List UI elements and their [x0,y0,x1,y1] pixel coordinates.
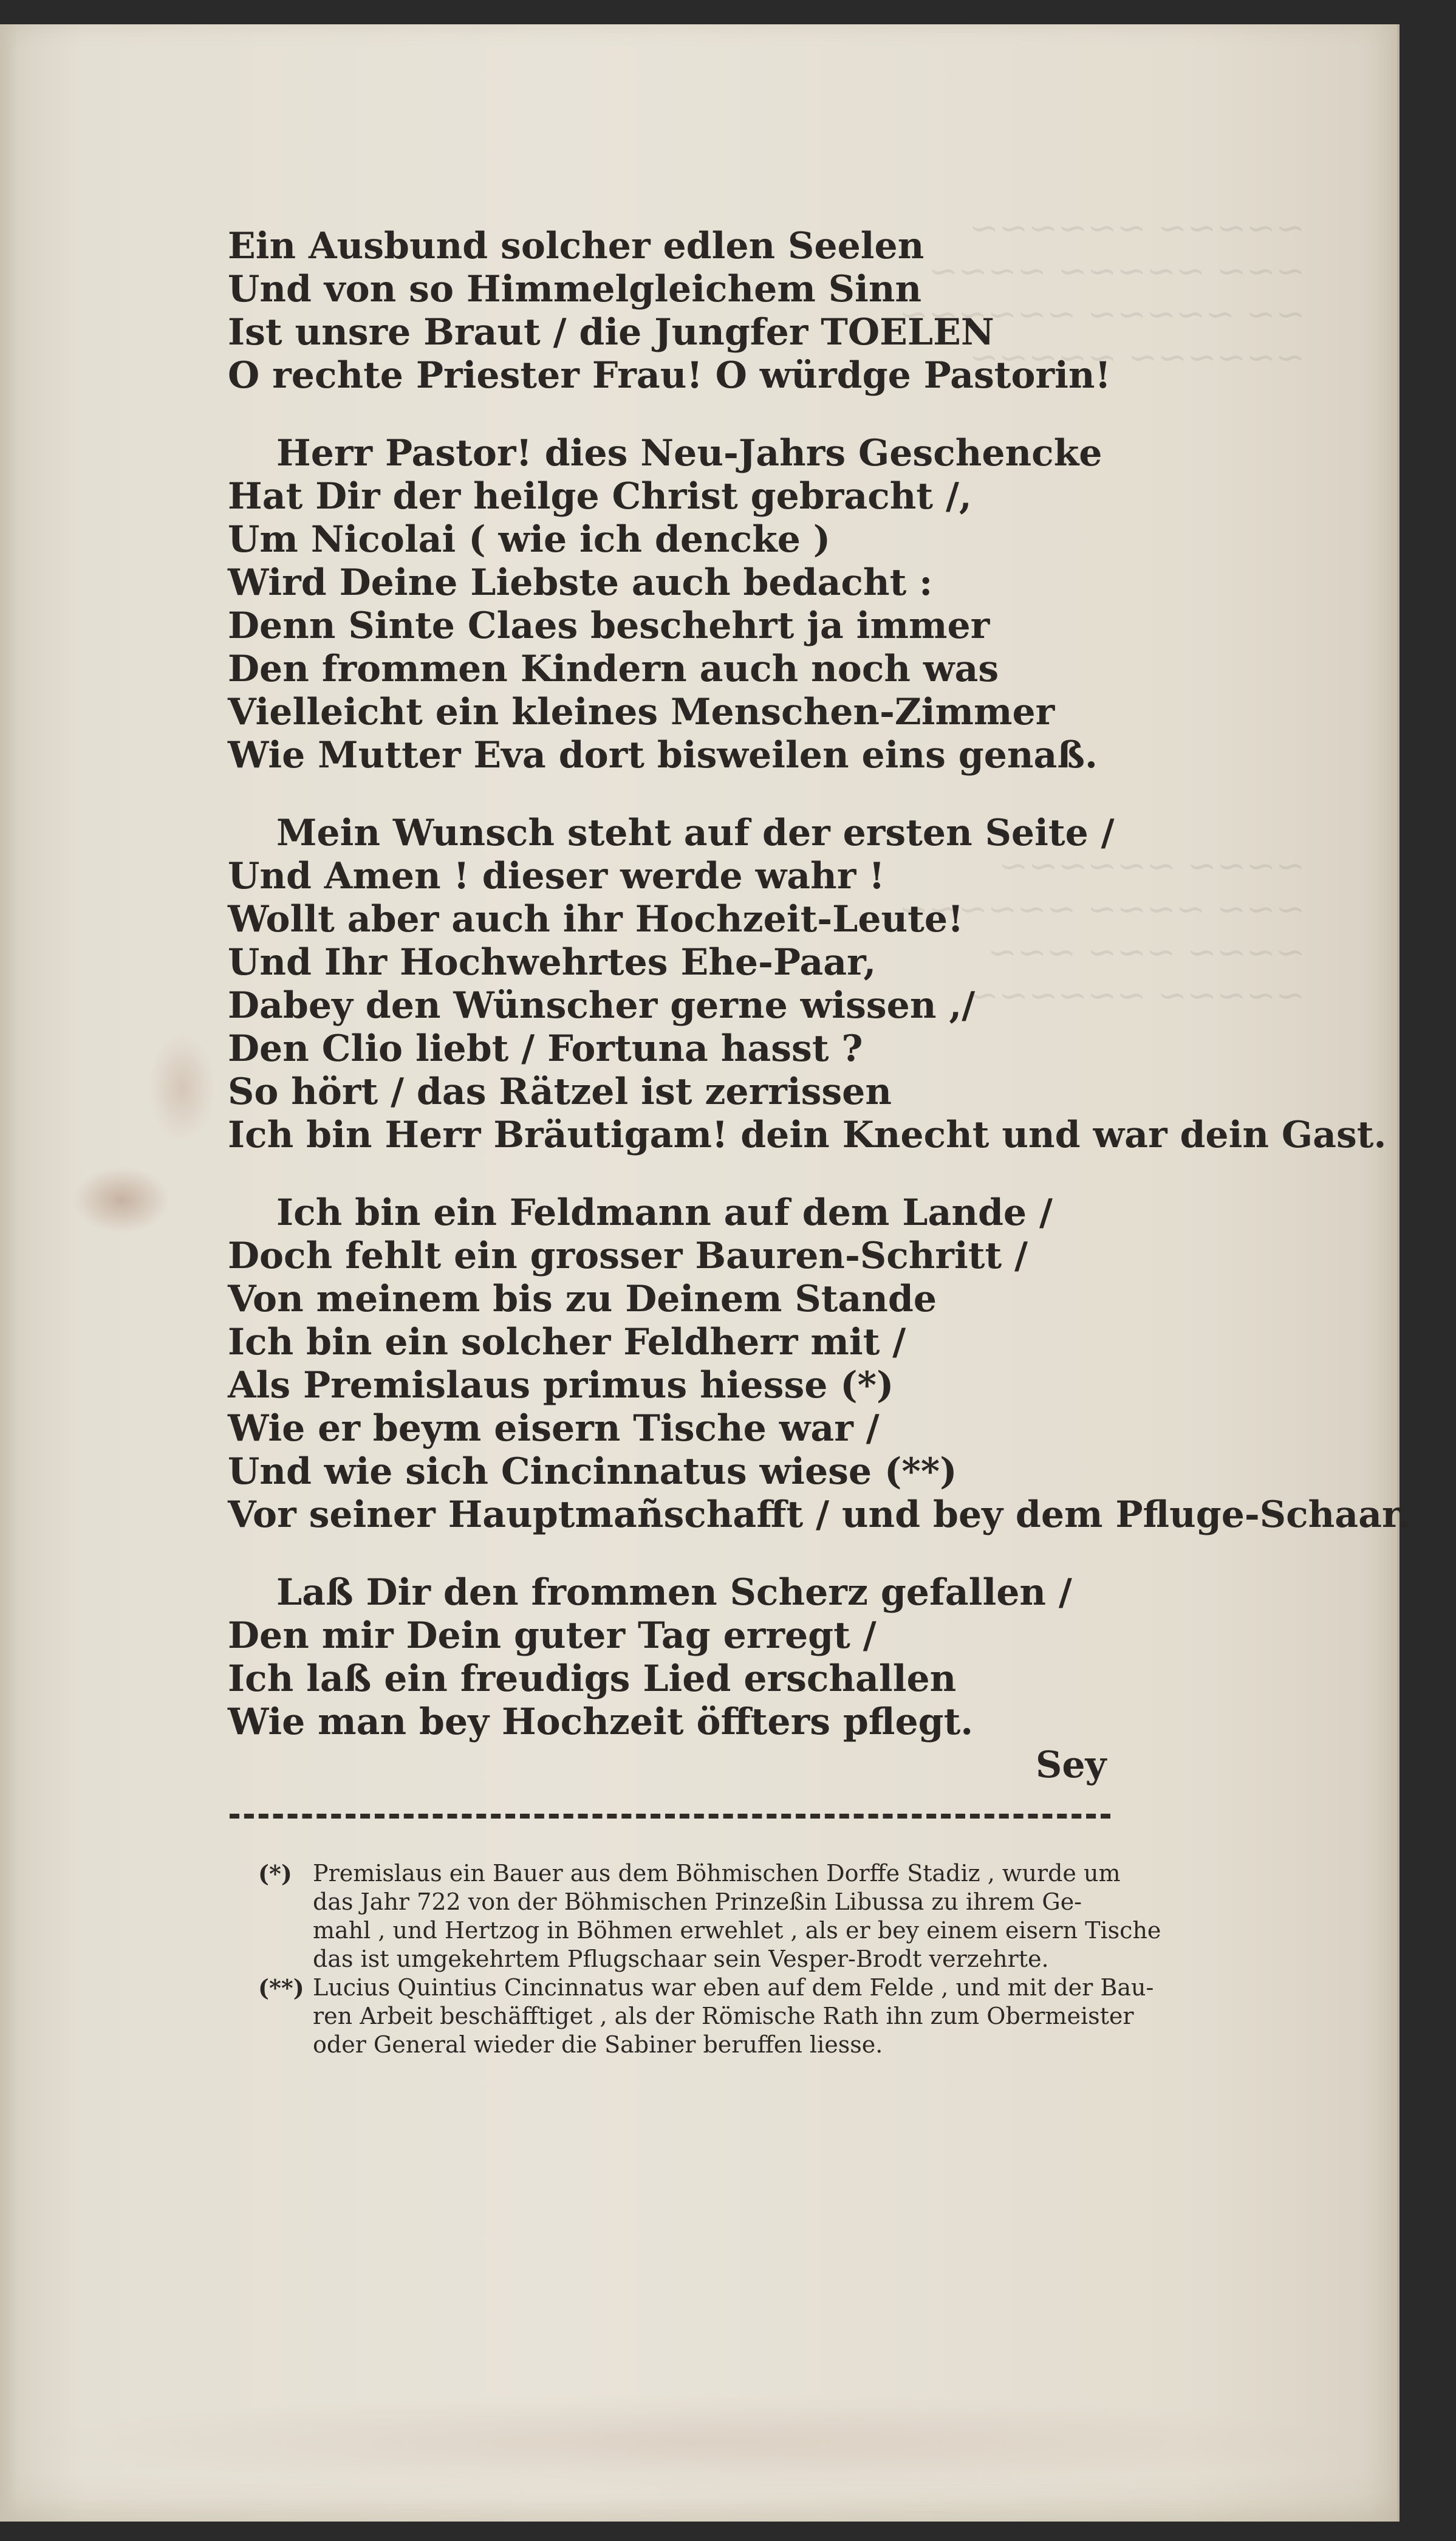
poem-line: Ein Ausbund solcher edlen Seelen [228,225,925,267]
footnote-line: Lucius Quintius Cincinnatus war eben auf dem Felde , und mit der Bau- [313,1974,1154,2001]
poem-line: Ist unsre Braut / die Jungfer TOELEN [228,311,994,354]
footnote-line: das Jahr 722 von der Böhmischen Prinzeßin Libussa zu ihrem Ge- [313,1888,1082,1915]
poem-line: Vor seiner Hauptmañschafft / und bey dem Pfluge-Schaar. [228,1493,1411,1536]
poem-line: Von meinem bis zu Deinem Stande [228,1278,937,1320]
footnote [258,1859,1161,1973]
poem-line: Wie Mutter Eva dort bisweilen eins genaß. [228,734,1098,777]
footnote-line: mahl , und Hertzog in Böhmen erwehlet , als er bey einem eisern Tische [313,1917,1161,1944]
poem-line: Vielleicht ein kleines Menschen-Zimmer [228,691,1055,733]
poem-line: Ich bin ein solcher Feldherr mit / [228,1321,906,1363]
poem-line: Wie er beym eisern Tische war / [228,1407,880,1450]
poem-line: Den Clio liebt / Fortuna hasst ? [228,1027,863,1070]
footnote-line: das ist umgekehrtem Pflugschaar sein Vesper-Brodt verzehrte. [313,1946,1049,1972]
page-stain [149,1033,216,1142]
stanza [228,432,1139,777]
poem-line: Wollt aber auch ihr Hochzeit-Leute! [228,898,964,941]
footnotes [258,1859,1161,2059]
poem [228,225,1411,1778]
poem-line: Herr Pastor! dies Neu-Jahrs Geschencke [276,432,1102,475]
show-through-text: ~~~~ ~~~~~~ ~~~ ~~~~ ~~~~~~ ~~~~ ~~~ ~~~ ~~~~~ ~~~~~~ [899,845,1305,1016]
poem-line: Um Nicolai ( wie ich dencke ) [228,518,831,561]
poem-line: Ich laß ein freudigs Lied erschallen [228,1658,957,1700]
poem-line: Doch fehlt ein grosser Bauren-Schritt / [228,1235,1028,1277]
poem-line: Und Amen ! dieser werde wahr ! [228,855,885,897]
footnote-line: Premislaus ein Bauer aus dem Böhmischen Dorffe Stadiz , wurde um [313,1860,1121,1887]
poem-line: Den mir Dein guter Tag erregt / [228,1614,877,1657]
page-stain [73,1167,170,1233]
footnote-mark: (**) [258,1974,304,2001]
poem-line: So hört / das Rätzel ist zerrissen [228,1071,892,1113]
poem-line: O rechte Priester Frau! O würdge Pastorin! [228,354,1111,397]
poem-line: Und Ihr Hochwehrtes Ehe-Paar, [228,941,877,984]
footnote-line: oder General wieder die Sabiner beruffen liesse. [313,2031,883,2058]
poem-line: Ich bin Herr Bräutigam! dein Knecht und war dein Gast. [228,1114,1387,1156]
poem-line: Hat Dir der heilge Christ gebracht /, [228,475,972,518]
document-page [0,24,1411,2522]
poem-line: Den frommen Kindern auch noch was [228,648,999,690]
poem-line: Dabey den Wünscher gerne wissen ,/ [228,984,976,1027]
show-through-text: ~~~~~ ~~~~~~ ~~~ ~~~~~ ~~~~ ~~ ~~~~~ ~~~~~~ ~~~~~~ ~~~~~ [899,207,1305,378]
poem-line: Wie man bey Hochzeit öffters pflegt. [228,1701,974,1743]
poem-line: Mein Wunsch steht auf der ersten Seite / [276,812,1115,854]
footnote [258,1973,1154,2059]
poem-line: Ich bin ein Feldmann auf dem Lande / [276,1192,1053,1234]
footnote-line: ren Arbeit beschäfftiget , als der Römische Rath ihn zum Obermeister [313,2003,1134,2029]
stanza [228,1571,1139,1744]
poem-line: Denn Sinte Claes beschehrt ja immer [228,605,990,647]
stanza [228,812,1387,1157]
poem-line: Laß Dir den frommen Scherz gefallen / [276,1571,1072,1614]
stanza [228,225,1139,397]
poem-line: Als Premislaus primus hiesse (*) [228,1364,894,1407]
page-stain [24,2394,1361,2491]
poem-line: Wird Deine Liebste auch bedacht : [228,561,933,604]
catchword: Sey [1036,1744,1107,1786]
footnote-mark: (*) [258,1860,292,1887]
footnote-divider [230,1814,1110,1819]
stanza [228,1192,1411,1537]
poem-line: Und von so Himmelgleichem Sinn [228,268,922,310]
poem-line: Und wie sich Cincinnatus wiese (**) [228,1450,957,1493]
